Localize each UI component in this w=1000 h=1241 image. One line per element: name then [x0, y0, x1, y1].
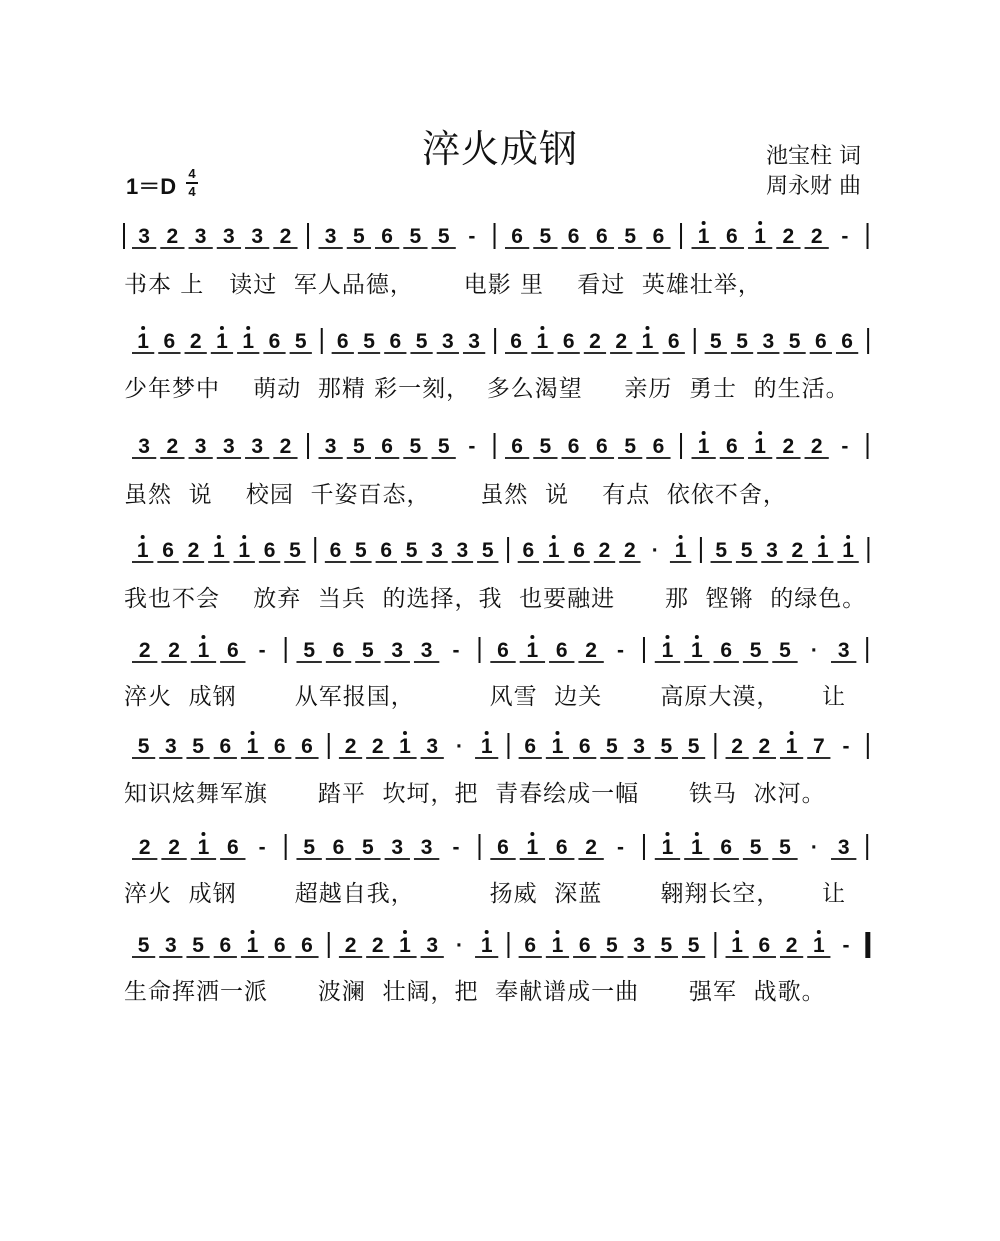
note: 2 [138, 836, 151, 859]
note: 1 [242, 330, 255, 353]
note: 5 [409, 225, 422, 248]
note: 5 [749, 836, 762, 859]
note: 3 [468, 330, 480, 353]
note: 1 [238, 539, 251, 562]
note: 1 [785, 735, 798, 758]
note: 6 [301, 934, 313, 957]
note: 6 [841, 330, 853, 353]
lyric-line: 知识炫舞军旗 踏平 坎坷，把 青春绘成一幅 铁马 冰河。 [124, 781, 826, 807]
note: 6 [332, 836, 345, 859]
note: 5 [736, 330, 748, 353]
note: 5 [624, 225, 637, 248]
note: 2 [168, 639, 180, 662]
octave-dot [702, 221, 706, 225]
octave-dot [403, 930, 407, 934]
octave-dot [555, 731, 559, 735]
octave-dot [485, 731, 489, 735]
note: 5 [294, 330, 307, 353]
note: 3 [441, 330, 454, 353]
note: 1 [197, 639, 210, 662]
dot-note: · [455, 735, 463, 758]
note: 5 [409, 435, 422, 458]
note: 5 [539, 435, 552, 458]
note: 1 [731, 934, 743, 957]
note: 3 [164, 735, 177, 758]
lyricist-credit: 池宝柱 词 [766, 144, 861, 169]
note: 6 [567, 435, 580, 458]
note: 6 [162, 539, 174, 562]
note: 5 [289, 539, 301, 562]
lyric-line: 淬火 成钢 从军报国， 风雪 边关 高原大漠， 让 [124, 684, 846, 710]
note: 6 [219, 735, 232, 758]
note: 5 [415, 330, 428, 353]
dash-note: - [258, 836, 266, 859]
note: 5 [788, 330, 801, 353]
dot-note: · [810, 639, 818, 662]
note: 6 [652, 225, 665, 248]
note: 5 [137, 735, 150, 758]
lyric-line: 我也不会 放弃 当兵 的选择，我 也要融进 那 铿锵 的绿色。 [124, 586, 867, 612]
note: 5 [709, 330, 722, 353]
note: 5 [779, 639, 791, 662]
note: 2 [782, 225, 795, 248]
note: 5 [660, 934, 673, 957]
note: 2 [598, 539, 611, 562]
octave-dot [695, 635, 699, 639]
note: 1 [754, 225, 766, 248]
key-signature: 1＝D [126, 174, 177, 199]
note: 2 [585, 836, 597, 859]
octave-dot [695, 832, 699, 836]
note: 5 [481, 539, 494, 562]
note: 2 [187, 539, 200, 562]
note: 1 [526, 639, 539, 662]
note: 6 [524, 735, 537, 758]
note: 1 [551, 735, 564, 758]
note: 6 [524, 934, 537, 957]
octave-dot [530, 832, 534, 836]
octave-dot [485, 930, 489, 934]
note: 5 [437, 435, 450, 458]
note: 5 [137, 934, 150, 957]
song-title: 淬火成钢 [421, 127, 578, 171]
note: 3 [138, 225, 150, 248]
note: 1 [690, 639, 703, 662]
octave-dot [201, 832, 205, 836]
note: 6 [263, 539, 276, 562]
note: 5 [353, 225, 365, 248]
note: 5 [303, 836, 316, 859]
note: 5 [740, 539, 753, 562]
note: 1 [690, 836, 703, 859]
note: 5 [539, 225, 552, 248]
dash-note: - [841, 225, 849, 248]
note: 1 [661, 836, 674, 859]
note: 2 [371, 735, 384, 758]
note: 3 [633, 735, 645, 758]
octave-dot [790, 731, 794, 735]
note: 6 [497, 836, 509, 859]
octave-dot [530, 635, 534, 639]
note: 6 [163, 330, 176, 353]
octave-dot [217, 535, 221, 539]
note: 3 [426, 735, 439, 758]
note: 6 [814, 330, 827, 353]
note: 1 [197, 836, 210, 859]
note: 3 [391, 639, 404, 662]
note: 3 [324, 225, 337, 248]
note: 6 [667, 330, 680, 353]
dash-note: - [468, 225, 476, 248]
note: 2 [279, 225, 292, 248]
note: 6 [567, 225, 580, 248]
octave-dot [735, 930, 739, 934]
note: 3 [762, 330, 775, 353]
note: 6 [511, 225, 523, 248]
note: 1 [136, 539, 149, 562]
note: 6 [511, 435, 523, 458]
note: 1 [547, 539, 560, 562]
note: 1 [216, 330, 228, 353]
note: 3 [766, 539, 778, 562]
note: 3 [324, 435, 337, 458]
note: 5 [405, 539, 418, 562]
note: 5 [355, 539, 367, 562]
octave-dot [251, 731, 255, 735]
note: 5 [624, 435, 637, 458]
dash-note: - [616, 836, 624, 859]
note: 2 [624, 539, 636, 562]
octave-dot [758, 431, 762, 435]
octave-dot [242, 535, 246, 539]
dash-note: - [841, 435, 849, 458]
note: 2 [189, 330, 202, 353]
note: 6 [301, 735, 313, 758]
octave-dot [817, 930, 821, 934]
note: 3 [223, 435, 235, 458]
note: 6 [273, 934, 286, 957]
note: 6 [726, 225, 738, 248]
note: 5 [606, 934, 618, 957]
dash-note: - [452, 639, 460, 662]
note: 1 [246, 934, 259, 957]
note: 2 [279, 435, 292, 458]
note: 3 [194, 435, 207, 458]
note: 5 [363, 330, 375, 353]
note: 1 [674, 539, 687, 562]
note: 3 [420, 639, 433, 662]
note: 3 [138, 435, 150, 458]
octave-dot [665, 635, 669, 639]
note: 2 [731, 735, 743, 758]
octave-dot [645, 326, 649, 330]
note: 5 [192, 934, 204, 957]
dash-note: - [468, 435, 476, 458]
composer-credit: 周永财 曲 [766, 174, 861, 199]
note: 5 [192, 735, 204, 758]
note: 3 [837, 836, 850, 859]
dash-note: - [842, 735, 850, 758]
note: 6 [578, 934, 591, 957]
note: 2 [810, 435, 823, 458]
note: 5 [779, 836, 791, 859]
octave-dot [540, 326, 544, 330]
note: 6 [596, 435, 608, 458]
note: 1 [754, 435, 766, 458]
note: 3 [223, 225, 235, 248]
dot-note: · [810, 836, 818, 859]
note: 7 [812, 735, 825, 758]
note: 2 [782, 435, 795, 458]
note: 1 [246, 735, 259, 758]
octave-dot [552, 535, 556, 539]
note: 3 [431, 539, 443, 562]
octave-dot [758, 221, 762, 225]
octave-dot [679, 535, 683, 539]
note: 1 [697, 435, 710, 458]
note: 3 [837, 639, 850, 662]
note: 1 [551, 934, 564, 957]
octave-dot [821, 535, 825, 539]
dash-note: - [616, 639, 624, 662]
lyric-line: 少年梦中 萌动 那精 彩一刻， 多么渴望 亲历 勇士 的生活。 [124, 376, 850, 402]
note: 2 [791, 539, 804, 562]
dash-note: - [842, 934, 850, 957]
note: 6 [336, 330, 349, 353]
note: 1 [536, 330, 549, 353]
octave-dot [141, 326, 145, 330]
note: 6 [720, 836, 733, 859]
lyric-line: 书本 上 读过 军人品德， 电影 里 看过 英雄壮举， [124, 272, 762, 298]
note: 6 [510, 330, 522, 353]
note: 2 [168, 836, 180, 859]
note: 6 [720, 639, 733, 662]
note: 1 [661, 639, 674, 662]
note: 5 [687, 735, 700, 758]
octave-dot [220, 326, 224, 330]
dash-note: - [258, 639, 266, 662]
octave-dot [246, 326, 250, 330]
note: 3 [251, 225, 264, 248]
lyric-line: 生命挥洒一派 波澜 壮阔，把 奉献谱成一曲 强军 战歌。 [124, 979, 826, 1005]
note: 6 [522, 539, 535, 562]
note: 5 [749, 639, 762, 662]
note: 5 [303, 639, 316, 662]
note: 1 [641, 330, 654, 353]
note: 2 [585, 639, 597, 662]
note: 6 [381, 225, 393, 248]
note: 1 [480, 735, 493, 758]
note: 5 [687, 934, 700, 957]
octave-dot [403, 731, 407, 735]
note: 6 [596, 225, 608, 248]
lyric-line: 淬火 成钢 超越自我， 扬威 深蓝 翱翔长空， 让 [124, 881, 846, 907]
note: 2 [589, 330, 601, 353]
note: 2 [810, 225, 823, 248]
note: 6 [758, 934, 771, 957]
note: 6 [573, 539, 585, 562]
note: 5 [606, 735, 618, 758]
note: 1 [842, 539, 854, 562]
note: 6 [219, 934, 232, 957]
time-signature-bottom: 4 [188, 183, 196, 199]
note: 6 [226, 836, 239, 859]
note: 2 [138, 639, 151, 662]
lyric-line: 虽然 说 校园 千姿百态， 虽然 说 有点 依依不舍， [124, 482, 787, 508]
note: 6 [726, 435, 738, 458]
note: 5 [437, 225, 450, 248]
note: 2 [785, 934, 798, 957]
octave-dot [555, 930, 559, 934]
note: 6 [562, 330, 575, 353]
note: 2 [371, 934, 384, 957]
note: 6 [555, 836, 568, 859]
note: 1 [812, 934, 825, 957]
note: 5 [660, 735, 673, 758]
note: 5 [362, 836, 374, 859]
note: 5 [353, 435, 365, 458]
octave-dot [201, 635, 205, 639]
note: 1 [212, 539, 225, 562]
dot-note: · [455, 934, 463, 957]
time-signature-top: 4 [188, 166, 196, 181]
note: 2 [758, 735, 771, 758]
note: 6 [381, 435, 393, 458]
note: 3 [456, 539, 469, 562]
note: 3 [633, 934, 645, 957]
note: 3 [194, 225, 207, 248]
note: 3 [164, 934, 177, 957]
note: 5 [362, 639, 374, 662]
note: 2 [344, 934, 357, 957]
note: 2 [344, 735, 357, 758]
note: 6 [273, 735, 286, 758]
note: 6 [329, 539, 342, 562]
note: 6 [226, 639, 239, 662]
octave-dot [702, 431, 706, 435]
octave-dot [665, 832, 669, 836]
note: 6 [578, 735, 591, 758]
note: 6 [268, 330, 281, 353]
note: 6 [555, 639, 568, 662]
note: 3 [426, 934, 439, 957]
dot-note: · [651, 539, 659, 562]
note: 2 [615, 330, 628, 353]
note: 1 [480, 934, 493, 957]
note: 1 [526, 836, 539, 859]
note: 2 [166, 435, 179, 458]
note: 6 [380, 539, 393, 562]
note: 5 [715, 539, 728, 562]
note: 6 [652, 435, 665, 458]
note: 6 [497, 639, 509, 662]
note: 6 [389, 330, 402, 353]
note: 1 [697, 225, 710, 248]
octave-dot [846, 535, 850, 539]
dash-note: - [452, 836, 460, 859]
note: 2 [166, 225, 179, 248]
note: 3 [251, 435, 264, 458]
note: 1 [399, 934, 411, 957]
note: 1 [816, 539, 829, 562]
note: 6 [332, 639, 345, 662]
octave-dot [141, 535, 145, 539]
note: 3 [391, 836, 404, 859]
note: 3 [420, 836, 433, 859]
note: 1 [399, 735, 411, 758]
note: 1 [137, 330, 149, 353]
octave-dot [251, 930, 255, 934]
